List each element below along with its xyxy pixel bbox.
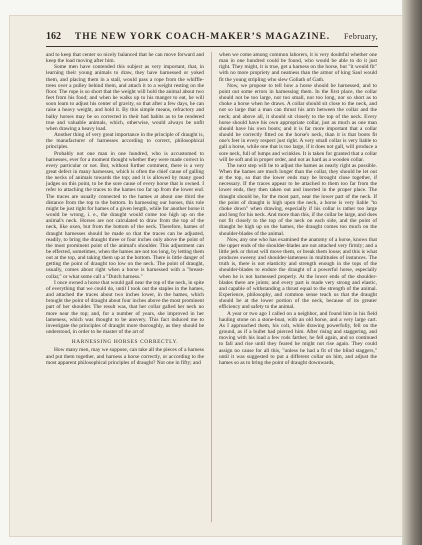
paragraph: A year or two ago I called on a neighbor, and found him in his field hauling stone on a stone-boat, with an old horse, and a very large cart. As I approached them, his colt, while drawing powerfully, fell on the ground, as if a bullet had pierced him. After rising and staggering, and moving with his load a few rods farther, he fell again, and so continued to fall and rise until they feared he might not rise again. They could assign no cause for all this, "unless he had a fit of the blind staggers," until it was suggested to put a different collar on him, and adjust the hames so as to bring the point of draught downwards, [219,310,377,366]
page-number: 162 [46,31,61,42]
paragraph: How many men, may we suppose, can take all the pieces of a harness and put them together, and harness a horse correctly, or according to the most apparent philosophical principles of draught? Not one in fifty; and [46,347,204,366]
column-divider [211,52,212,522]
paragraph: Now, any one who has examined the anatomy of a horse, knows that the upper ends of the shoulder-blades are not attached very firmly; and a little jerk or thrust will move them, or break them loose; and this is what produces sweeny and shoulder-lameness in multitudes of instances. The truth is, there is not elasticity and strength enough in the tops of the shoulder-blades to endure the draught of a powerful horse, especially when he is not harnessed properly. At the lower ends of the shoulder-blades there are joints; and every part is made very strong and elastic, and capable of withstanding a thrust equal to the strength of the animal. Experience, philosophy, and common sense teach us that the draught should be at the lower portion of the neck, because of its greater efficiency and safety to the animal. [219,236,377,311]
paragraph: and to keep that center so nicely balanced that he can move forward and keep the load moving after him. [46,52,204,65]
running-title: THE NEW YORK COACH-MAKER’S MAGAZINE. [74,32,331,42]
paragraph: The next step will be to adjust the hames as nearly right as possible. When the hames are much longer than the collar, they should be let out at the top, so that the lower ends may be brought close together, if necessary. If the traces appear to be attached to them too far from the lower ends, they then taken out and inserted in the proper place. The draught should be, for the most part, near the lower part of the neck. If the point of draught is high upon the neck, a horse is very liable "to choke down" when drawing, especially if his collar is rather too large and long for his neck. And more than this, if the collar be large, and does not fit closely to the top of the neck on each side, and the point of draught be high up on the hames, the draught comes too much on the shoulder-blades of the animal. [219,162,377,237]
paragraph: I once owned a horse that would gall near the top of the neck, in spite of everything that we could do, until I took out the staples in the hames, and attached the traces about two inches lower, in the hames, which brought the point of draught about four inches above the most prominent part of her shoulder. The result was, that her collar galled her neck no more near the top; and, for a number of years, she improved in her lameness, which was thought to be ansvery. This fact induced me to investigate the principles of draught more thoroughly, as they should be understood, in order to be master of the art of [46,279,204,336]
left-column [46,52,204,522]
paragraph: Some men have contended this subject as very important, that, in learning their young animals to draw, they have harnessed or yoked them, and placing them in a stall, would pass a rope from the whiffle-trees over a pulley behind them, and attach it to a weight resting on the floor. The rope is so short that the weight will hold the animal about two feet from his food; and when he walks up to his manger to eat, he will soon learn to adjust his center of gravity, so that after a few days, he can raise a heavy weight, and hold it. By this simple means, refractory and balky horses may be so corrected in their bad habits as to be rendered true and valuable animals, which, otherwise, would always be unfit when drawing a heavy load. [46,64,204,132]
right-column [219,52,377,522]
page-header [46,31,378,45]
paragraph: Probably not one man in one hundred, who is accustomed to harnesses, ever for a moment thought whether they were made correct in every particular or not. But, without further comment, there is a very great defect in many harnesses, which is often the chief cause of galling the necks of animals towards the top; and it is allowed by many good judges on this point, to be the sore cause of every horse that is owned. I refer to attaching the traces to the hames too far up from the lower end. The traces are usually connected to the hames at about one third the distance from the top to the bottom. In harnessing our horses, this rule might be just right for hames of a given length, while for another horse it would be wrong, i. e., the draught would come too high up on the animal's neck. Horses are not calculated to draw from the top of the neck, like oxen, but from the bottom of the neck. Therefore, hames of draught harnesses should be made so that the traces can be adjusted, readily, to bring the draught three or four inches only above the point of the most prominent point of the animal's shoulder. This adjustment can be effected, sometimes, when the hames are not too long, by letting them out at the top, and taking them up at the bottom. There is little danger of getting the point of draught too low on the neck. The point of draught, usually, comes about right when a horse is harnessed with a "breast-collar," or what some call a "Dutch harness." [46,150,204,280]
issue-month: February, [344,32,378,41]
paragraph: when we come among common laborers, it is very doubtful whether one man in one hundred could be found, who would be able to do it just right. They might, it is true, get a harness on the horse, but "it would fit" with no more propriety and neatness than the armor of king Saul would fit the young stripling who slew Goliath of Gath. [219,52,377,83]
paragraph: Another thing of very great importance in the principle of draught is, the manufacturer of harnesses according to correct, philosophical principles. [46,132,204,151]
book-gutter-shadow [402,0,422,545]
paragraph: Now, we propose to tell how a horse should be harnessed, and to point out some errors in harnessing them. In the first place, the collar should not be too large, nor too small, nor too long, nor so short as to choke a horse when he draws. A collar should sit close to the neck, and not so large that a man can thrust his arm between the collar and the neck; and above all, it should sit closely to the top of the neck. Every horse should have his own appropriate collar, just as much as one man should have his own boots; and it is far more important that a collar should be correctly fitted on the horse's neck, than it is that boots fit one's feet in every respect just right. A very small collar is very liable to gall a horse, while one that is too large, if it does not gall, will produce a sore neck, full of lumps and wrinkles. It is taken for granted that a collar will be soft and in proper order, and not as hard as a wooden collar. [219,82,377,163]
section-heading: HARNESSING HORSES CORRECTLY. [71,339,179,346]
header-rule [46,46,378,47]
